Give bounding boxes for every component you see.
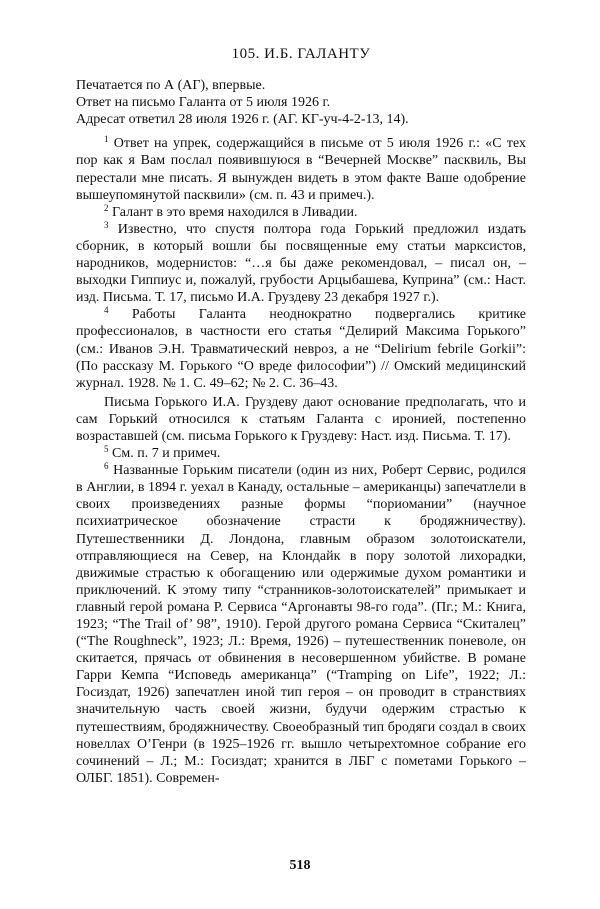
intro-line-source: Печатается по А (АГ), впервые. [76, 78, 266, 94]
note-3-mark: 3 [104, 219, 109, 230]
note-1-mark: 1 [104, 134, 109, 145]
note-3-text: Известно, что спустя полтора года Горький предложил издать сборник, в который вошли бы посвященные ему статьи марксистов, народников, модернистов: “…я бы даже рекомендовал, – писал он, – выходки Гиппиус и, пожалуй, грубости Арцыбашева, Куприна” (см.: Наст. изд. Письма. Т. 17, письмо И.А. Груздеву 23 декабря 1927 г.). [76, 221, 527, 306]
note-2-mark: 2 [104, 202, 109, 213]
note-5-text: См. п. 7 и примеч. [112, 446, 221, 462]
note-4-mark: 4 [104, 305, 109, 316]
note-5 [76, 445, 526, 462]
note-2-text: Галант в это время находился в Ливадии. [112, 204, 358, 220]
intro-line-reply: Ответ на письмо Галанта от 5 июля 1926 г. [76, 95, 331, 111]
note-3 [76, 221, 526, 306]
page-body [76, 46, 526, 787]
note-5-mark: 5 [104, 444, 109, 455]
note-2 [76, 204, 526, 221]
page-number: 518 [289, 858, 311, 873]
note-6 [76, 462, 526, 787]
note-4-paragraph-2: Письма Горького И.А. Груздеву дают основание предполагать, что и сам Горький относился к статьям Галанта с иронией, постепенно возраставшей (см. письма Горького к Груздеву: Наст. изд. Письма. Т. 17). [76, 394, 526, 444]
note-1-text: Ответ на упрек, содержащийся в письме от 5 июля 1926 г.: «С тех пор как я Вам послал появившуюся в “Вечерней Москве” пасквиль, Вы перестали мне писать. Я вынужден видеть в этом факте Ваше одобрение вышеупомянутой пасквили» (см. п. 43 и примеч.). [76, 136, 526, 203]
note-4-text: Работы Галанта неоднократно подвергались критике профессионалов, в частности его статья “Делирий Максима Горького” (см.: Иванов Э.Н. Травматический невроз, а не “Delirium febrile Gorkii”: (По рассказу М. Горького “О вреде философии”) // Омский медицинский журнал. 1928. № 1. С. 49–62; № 2. С. 36–43. [76, 307, 527, 391]
note-6-text: Названные Горьким писатели (один из них, Роберт Сервис, родился в Англии, в 1894 г. уехал в Канаду, остальные – американцы) запечатлели в своих произведениях разные формы “пориомании” (научное психиатрическое обозначение страсти к бродяжничеству). Путешественники Д. Лондона, главным образом золотоискатели, отправляющиеся на Север, на Клондайк в пору золотой лихорадки, движимые страстью к обогащению или одержимые духом романтики и приключений. К этому типу “странников-золотоискателей” примыкает и главный герой романа Р. Сервиса “Аргонавты 98-го года”. (Пг.; М.: Книга, 1923; “The Trail of’ 98”, 1910). Герой другого романа Сервиса “Скиталец” (“The Roughneck”, 1923; Л.: Время, 1926) – путешественник поневоле, он скитается, прячась от обвинения в несовершенном убийстве. В романе Гарри Кемпа “Исповедь американца” (“Tramping on Life”, 1922; Л.: Госиздат, 1926) запечатлен иной тип героя – он проводит в странствиях значительную часть своей жизни, будучи одержим страстью к путешествиям, бродяжничеству. Своеобразный тип бродяги создал в своих новеллах О’Генри (в 1925–1926 гг. вышло четырехтомное собрание его сочинений – Л.; М.: Госиздат; хранится в ЛБГ с пометами Горького – ОЛБГ. 1851). Современ- [76, 463, 526, 786]
note-1 [76, 135, 526, 203]
note-6-mark: 6 [104, 461, 109, 472]
letter-title: 105. И.Б. ГАЛАНТУ [231, 46, 371, 62]
intro-line-addressee: Адресат ответил 28 июля 1926 г. (АГ. КГ-уч-4-2-13, 14). [76, 112, 409, 128]
notes-block [76, 135, 526, 787]
note-4 [76, 306, 526, 391]
intro-block [76, 77, 526, 128]
